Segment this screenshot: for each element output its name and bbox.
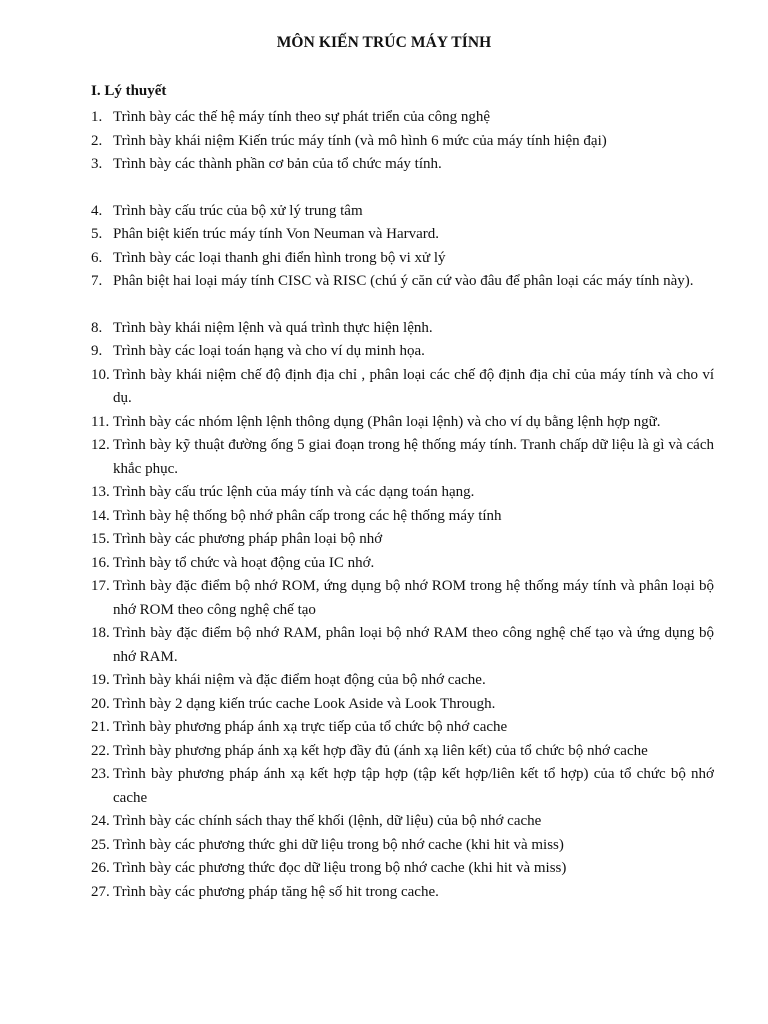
item-number: 25. bbox=[91, 836, 110, 853]
list-item bbox=[0, 552, 768, 576]
list-item bbox=[0, 763, 768, 810]
item-number: 22. bbox=[91, 742, 110, 759]
item-number: 20. bbox=[91, 695, 110, 712]
item-text: Trình bày phương pháp ánh xạ trực tiếp của tổ chức bộ nhớ cache bbox=[113, 719, 508, 735]
item-text: Trình bày cấu trúc của bộ xử lý trung tâm bbox=[113, 202, 363, 219]
list-spacer bbox=[0, 294, 768, 317]
item-text: Phân biệt hai loại máy tính CISC và RISC (chú ý căn cứ vào đâu để phân loại các máy tính này). bbox=[113, 273, 694, 289]
item-text: Trình bày các loại toán hạng và cho ví dụ minh họa. bbox=[113, 343, 425, 359]
item-number: 10. bbox=[91, 366, 110, 383]
list-item bbox=[0, 716, 768, 740]
item-text: Trình bày các chính sách thay thế khối (lệnh, dữ liệu) của bộ nhớ cache bbox=[113, 813, 542, 829]
list-item bbox=[0, 106, 768, 130]
item-number: 12. bbox=[91, 437, 110, 453]
list-item bbox=[0, 411, 768, 435]
item-text: Trình bày các nhóm lệnh lệnh thông dụng (Phân loại lệnh) và cho ví dụ bằng lệnh hợp ngữ. bbox=[113, 413, 661, 430]
item-number: 14. bbox=[91, 507, 110, 524]
list-item bbox=[0, 364, 768, 411]
list-item bbox=[0, 669, 768, 693]
page-title: MÔN KIẾN TRÚC MÁY TÍNH bbox=[276, 34, 492, 51]
item-number: 9. bbox=[91, 343, 103, 359]
list-item bbox=[0, 575, 768, 622]
item-number: 13. bbox=[91, 484, 110, 500]
list-item bbox=[0, 505, 768, 529]
item-number: 5. bbox=[91, 226, 103, 242]
item-text: Trình bày hệ thống bộ nhớ phân cấp trong các hệ thống máy tính bbox=[113, 507, 502, 524]
item-text: Trình bày phương pháp ánh xạ kết hợp tập hợp (tập kết hợp/liên kết tổ hợp) của tổ chức bộ nhớ cache bbox=[113, 766, 714, 806]
item-number: 4. bbox=[91, 202, 103, 219]
item-text: Trình bày khái niệm và đặc điểm hoạt động của bộ nhớ cache. bbox=[113, 672, 486, 688]
item-number: 1. bbox=[91, 109, 103, 125]
list-item bbox=[0, 810, 768, 834]
list-item bbox=[0, 528, 768, 552]
item-text: Trình bày 2 dạng kiến trúc cache Look Aside và Look Through. bbox=[113, 695, 496, 712]
item-number: 21. bbox=[91, 719, 110, 735]
item-number: 7. bbox=[91, 273, 103, 289]
item-number: 27. bbox=[91, 883, 110, 900]
list-spacer bbox=[0, 177, 768, 200]
item-text: Phân biệt kiến trúc máy tính Von Neuman và Harvard. bbox=[113, 226, 440, 242]
item-text: Trình bày các thế hệ máy tính theo sự phát triển của công nghệ bbox=[113, 109, 491, 125]
item-number: 15. bbox=[91, 531, 110, 547]
item-text: Trình bày khái niệm lệnh và quá trình thực hiện lệnh. bbox=[113, 319, 433, 336]
list-item bbox=[0, 317, 768, 341]
item-number: 24. bbox=[91, 813, 110, 829]
list-item bbox=[0, 223, 768, 247]
item-text: Trình bày đặc điểm bộ nhớ RAM, phân loại bộ nhớ RAM theo công nghệ chế tạo và ứng dụng bộ nhớ RAM. bbox=[113, 625, 714, 665]
list-item bbox=[0, 834, 768, 858]
list-item bbox=[0, 247, 768, 271]
item-number: 2. bbox=[91, 132, 103, 149]
item-text: Trình bày tổ chức và hoạt động của IC nhớ. bbox=[113, 554, 375, 571]
list-item bbox=[0, 740, 768, 764]
list-item bbox=[0, 130, 768, 154]
list-item bbox=[0, 270, 768, 294]
item-number: 6. bbox=[91, 249, 103, 266]
item-number: 16. bbox=[91, 554, 110, 571]
item-text: Trình bày khái niệm Kiến trúc máy tính (và mô hình 6 mức của máy tính hiện đại) bbox=[113, 132, 607, 149]
list-item bbox=[0, 200, 768, 224]
item-number: 17. bbox=[91, 578, 110, 594]
item-number: 23. bbox=[91, 766, 110, 782]
list-item bbox=[0, 693, 768, 717]
item-text: Trình bày các phương pháp tăng hệ số hit trong cache. bbox=[113, 883, 439, 900]
item-text: Trình bày các phương thức đọc dữ liệu trong bộ nhớ cache (khi hit và miss) bbox=[113, 860, 567, 876]
item-number: 18. bbox=[91, 625, 110, 641]
list-item bbox=[0, 857, 768, 881]
question-list bbox=[0, 106, 768, 904]
list-item bbox=[0, 622, 768, 669]
item-text: Trình bày các phương pháp phân loại bộ nhớ bbox=[113, 531, 383, 547]
item-text: Trình bày các thành phần cơ bản của tổ chức máy tính. bbox=[113, 156, 442, 172]
item-number: 19. bbox=[91, 672, 110, 688]
item-text: Trình bày kỹ thuật đường ống 5 giai đoạn trong hệ thống máy tính. Tranh chấp dữ liệu là gì và cách khắc phục. bbox=[113, 437, 714, 477]
list-item bbox=[0, 434, 768, 481]
item-text: Trình bày các phương thức ghi dữ liệu trong bộ nhớ cache (khi hit và miss) bbox=[113, 836, 564, 853]
item-text: Trình bày phương pháp ánh xạ kết hợp đầy đủ (ánh xạ liên kết) của tổ chức bộ nhớ cache bbox=[113, 742, 648, 759]
list-item bbox=[0, 481, 768, 505]
item-text: Trình bày các loại thanh ghi điển hình trong bộ vi xử lý bbox=[113, 249, 446, 266]
item-text: Trình bày đặc điểm bộ nhớ ROM, ứng dụng bộ nhớ ROM trong hệ thống máy tính và phân loại bộ nhớ ROM theo công nghệ chế tạo bbox=[113, 578, 714, 618]
item-number: 8. bbox=[91, 319, 103, 336]
list-item bbox=[0, 881, 768, 905]
list-item bbox=[0, 340, 768, 364]
section-heading: I. Lý thuyết bbox=[91, 83, 167, 99]
item-text: Trình bày khái niệm chế độ định địa chỉ , phân loại các chế độ định địa chỉ của máy tính và cho ví dụ. bbox=[113, 366, 714, 406]
item-text: Trình bày cấu trúc lệnh của máy tính và các dạng toán hạng. bbox=[113, 484, 475, 500]
item-number: 3. bbox=[91, 156, 103, 172]
item-number: 11. bbox=[91, 413, 110, 430]
list-item bbox=[0, 153, 768, 177]
item-number: 26. bbox=[91, 860, 110, 876]
